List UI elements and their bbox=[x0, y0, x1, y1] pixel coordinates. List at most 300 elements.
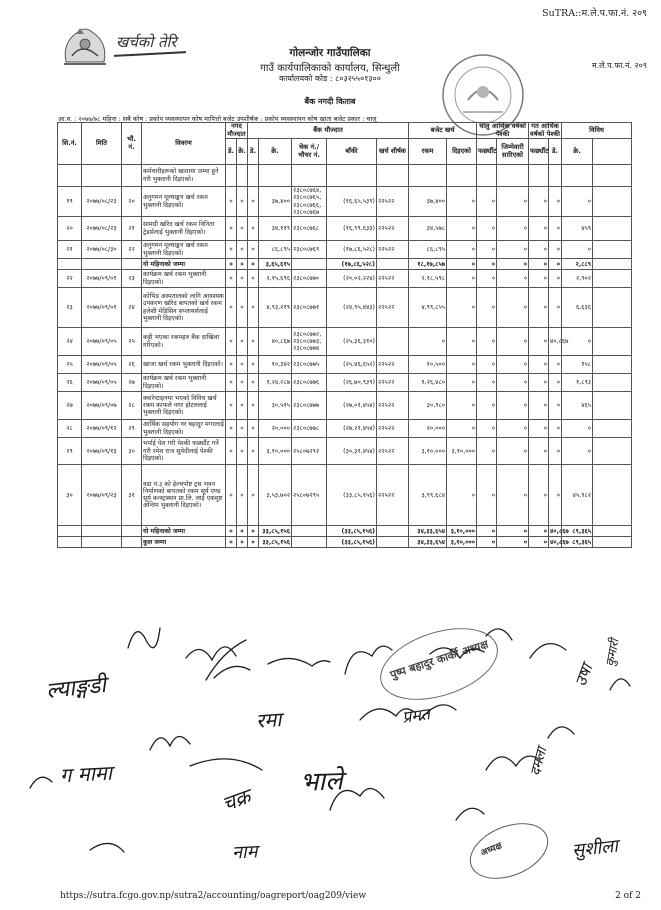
col-current-advance: चालु आर्थिक वर्षको पेश्की bbox=[477, 123, 529, 139]
cell-v: २१ bbox=[122, 217, 142, 241]
cell-mcr: ० bbox=[562, 241, 593, 259]
cell-bal: (१६,६५,५३९) bbox=[327, 187, 377, 217]
cell-amt: २,१८,५९८ bbox=[409, 270, 447, 288]
col-prev-advance: गत आर्थिक वर्षको पेश्की bbox=[530, 122, 561, 138]
cell-mdr: ० bbox=[549, 217, 562, 241]
cell-pset: ० bbox=[529, 328, 549, 356]
cell-cdr: ० bbox=[226, 259, 237, 270]
cell-resp: ० bbox=[497, 465, 529, 526]
office-name: गोलन्जोर गाउँपालिका bbox=[289, 47, 371, 59]
cell-giv: ० bbox=[447, 288, 477, 328]
cell-bdr: ० bbox=[248, 392, 259, 420]
cell-bal: (३३,८५,१५६) bbox=[327, 537, 377, 548]
table-total-row bbox=[58, 526, 632, 537]
cell-head: २२५२२ bbox=[377, 187, 409, 217]
cell-mdr: ० bbox=[549, 465, 562, 526]
cell-set: ० bbox=[477, 270, 497, 288]
cell-mcr: १५८ bbox=[562, 356, 593, 374]
signature-6: चक्र bbox=[218, 783, 254, 817]
table-row bbox=[58, 217, 632, 241]
cell-ccr: ० bbox=[237, 217, 248, 241]
signature-3: ग मामा bbox=[59, 760, 113, 788]
cell-head: २२५२२ bbox=[377, 465, 409, 526]
cell-giv: ० bbox=[447, 392, 477, 420]
sub-bank-dr: डे. bbox=[248, 139, 259, 165]
cell-sn bbox=[58, 165, 82, 187]
cell-pset: ० bbox=[529, 187, 549, 217]
cell-v: २८ bbox=[122, 392, 142, 420]
cell-date: २०७७/०९/०५ bbox=[82, 328, 122, 356]
cell-set: ० bbox=[477, 392, 497, 420]
cell-pset: ० bbox=[529, 526, 549, 537]
signature-5: उषा bbox=[570, 661, 597, 689]
cell-cdr: ० bbox=[226, 465, 237, 526]
cell-mcr: ४५,९८२ bbox=[562, 465, 593, 526]
table-row bbox=[58, 187, 632, 217]
cell-desc: कार्यक्रम खर्च रकम भुक्तानी दिइएको। bbox=[142, 270, 226, 288]
cell-mdr: ४०,८६७ bbox=[549, 537, 562, 548]
cell-amt: १८,१७,८५७ bbox=[409, 259, 447, 270]
cell-date bbox=[82, 165, 122, 187]
cell-head: २२५२२ bbox=[377, 288, 409, 328]
cell-cdr: ० bbox=[226, 374, 237, 392]
bottom-stamp-text: अध्यक्ष bbox=[479, 841, 504, 859]
nepal-emblem-icon bbox=[58, 22, 112, 70]
cell-ccr: ० bbox=[237, 537, 248, 548]
cell-desc: वडा नं.३ को हेल्थपोष्ट ट्रस भवन निर्माणको बापतको रकम सूर्य एण्ड सूर्य कन्स्ट्रक्सन प्रा.लि. लाई एकमुष्ट अन्तिम भुक्तानी दिइएको। bbox=[142, 465, 226, 526]
footer-page-number: 2 of 2 bbox=[615, 891, 641, 901]
cell-date: २०७७/०९/०५ bbox=[82, 356, 122, 374]
cell-sn: २९ bbox=[58, 438, 82, 465]
cell-bdr: ० bbox=[248, 288, 259, 328]
cell-desc: कोभिड अस्पतालको लागि आवश्यक उपकरण खरिद बापतको खर्च रकम हलेशी मेडिसिन सप्लायर्सलाई भुक्तानी दिइएको। bbox=[142, 288, 226, 328]
cell-bcr: ३७,४०० bbox=[259, 187, 292, 217]
cell-amt: १,२६,४८० bbox=[409, 374, 447, 392]
office-code: कार्यालयको कोड : ८०३२५५०१३०० bbox=[279, 74, 381, 83]
cell-bal: (१६,९९,६३३) bbox=[327, 217, 377, 241]
cell-amt: ३७,४०० bbox=[409, 187, 447, 217]
cell-sn: २१ bbox=[58, 241, 82, 259]
cell-bcr: ८६,८९५ bbox=[259, 241, 292, 259]
cell-amt: ४,९९,८५५ bbox=[409, 288, 447, 328]
cell-set: ० bbox=[477, 259, 497, 270]
cell-mdr: ० bbox=[549, 420, 562, 438]
cell-mcr: १,८९३ bbox=[562, 374, 593, 392]
cell-mdr: ४०,८६७ bbox=[549, 526, 562, 537]
cell-mcr: ८९,३६५ bbox=[562, 526, 593, 537]
cell-v bbox=[122, 537, 142, 548]
cell-mcr: ४५९ bbox=[562, 217, 593, 241]
cell-desc: कट्टी भएका रकमहरु बैंक दाखिला गरिएको। bbox=[142, 328, 226, 356]
cell-chq bbox=[292, 259, 327, 270]
cell-bcr: ४,९३,२१९ bbox=[259, 288, 292, 328]
cell-ccr: ० bbox=[237, 187, 248, 217]
cell-mdr: ० bbox=[549, 374, 562, 392]
cell-pset: ० bbox=[529, 420, 549, 438]
cell-mdr: ० bbox=[549, 356, 562, 374]
handwritten-title: खर्चको तेरि bbox=[116, 33, 177, 51]
cell-head: २२५२२ bbox=[377, 217, 409, 241]
cell-pset: ० bbox=[529, 288, 549, 328]
cell-pset: ० bbox=[529, 356, 549, 374]
cell-rem bbox=[593, 438, 632, 465]
cell-pset: ० bbox=[529, 465, 549, 526]
cell-bal: (१७,८६,५२८) bbox=[327, 259, 377, 270]
cell-cdr: ० bbox=[226, 187, 237, 217]
cell-rem bbox=[593, 356, 632, 374]
cell-desc: कर्मचारीहरूको खातामा जम्मा हुने गरी भुक्तानी दिइएको। bbox=[142, 165, 226, 187]
cell-bcr: ३,५३,७०२ bbox=[259, 465, 292, 526]
cell-pset: ० bbox=[529, 241, 549, 259]
cell-cdr: ० bbox=[226, 217, 237, 241]
signature-8: नाम bbox=[231, 841, 258, 864]
cell-date: २०७७/०९/०७ bbox=[82, 392, 122, 420]
cell-mcr: ६,६३६ bbox=[562, 288, 593, 328]
cell-pset: ० bbox=[529, 217, 549, 241]
cell-giv: ० bbox=[447, 241, 477, 259]
cell-desc: भर्पाई पेश गरी पेश्की फर्छ्यौट गर्ने गरी रमेश राज सुवेदीलाई पेश्की दिइएको। bbox=[142, 438, 226, 465]
report-subheading: आ.व. : २०७७/७८ महिना : सबै कोष : प्रकोप व्यवस्थापन कोष मापित्तो बजेट उपशीर्षक : प्रकोप व्यवस्थापन कोष खाता बजेट प्रकार : चालु bbox=[58, 115, 377, 123]
cell-amt: ३४,५७८ bbox=[409, 217, 447, 241]
signature-scribbles bbox=[0, 600, 661, 890]
cell-head: २२५२२ bbox=[377, 438, 409, 465]
cell-bcr: ३३,८५,१५६ bbox=[259, 537, 292, 548]
cell-giv: ० bbox=[447, 187, 477, 217]
cell-set: ० bbox=[477, 241, 497, 259]
cell-cdr: ० bbox=[226, 537, 237, 548]
cell-v: २६ bbox=[122, 356, 142, 374]
cell-amt: ८६,८९५ bbox=[409, 241, 447, 259]
cell-resp: ० bbox=[497, 356, 529, 374]
cell-sn: २७ bbox=[58, 392, 82, 420]
cell-resp: ० bbox=[497, 374, 529, 392]
cell-bdr: ० bbox=[248, 270, 259, 288]
cell-cdr bbox=[226, 165, 237, 187]
sub-amount: रकम bbox=[409, 139, 447, 165]
cell-rem bbox=[593, 526, 632, 537]
cell-bdr: ० bbox=[248, 241, 259, 259]
cell-resp: ० bbox=[497, 217, 529, 241]
cell-mcr: ० bbox=[562, 438, 593, 465]
cell-mdr: ० bbox=[549, 270, 562, 288]
cell-desc: कार्यक्रम खर्च रकम भुक्तानी दिइएको। bbox=[142, 374, 226, 392]
cell-chq: २३८०८७७१ bbox=[292, 288, 327, 328]
cell-resp: ० bbox=[497, 328, 529, 356]
form-number: म.ले.प.फा.नं. २०९ bbox=[591, 61, 647, 70]
cell-chq: २३८०८७७६ bbox=[292, 374, 327, 392]
table-row bbox=[58, 374, 632, 392]
cell-desc: अनुगमन मूल्याङ्कन खर्च रकम भुक्तानी दिइएको। bbox=[142, 241, 226, 259]
cell-amt: १०,५०० bbox=[409, 356, 447, 374]
cell-pset: ० bbox=[529, 270, 549, 288]
sub-bank-cr: क्रे. bbox=[259, 139, 292, 165]
cell-mdr bbox=[549, 165, 562, 187]
cell-mcr: ० bbox=[562, 328, 593, 356]
cell-set: ० bbox=[477, 465, 497, 526]
cell-date: २०७७/०९/२३ bbox=[82, 465, 122, 526]
cell-chq bbox=[292, 537, 327, 548]
cell-chq: २३८०८७६४, २३८०८७६५, २३८०८७६६, २३८०८७६७ bbox=[292, 187, 327, 217]
cell-ccr bbox=[237, 165, 248, 187]
cell-resp: ० bbox=[497, 438, 529, 465]
cell-bdr: ० bbox=[248, 537, 259, 548]
cell-set bbox=[477, 165, 497, 187]
cell-amt: ३०,९८० bbox=[409, 392, 447, 420]
cell-set: ० bbox=[477, 356, 497, 374]
cell-sn: २० bbox=[58, 217, 82, 241]
cell-giv: ३,१०,००० bbox=[447, 438, 477, 465]
table-row bbox=[58, 420, 632, 438]
cell-bdr: ० bbox=[248, 217, 259, 241]
cell-bcr: १०,३४२ bbox=[259, 356, 292, 374]
sub-settled: फर्छ्यौट bbox=[477, 139, 497, 165]
cell-rem bbox=[593, 187, 632, 217]
sub-balance: बाँकी bbox=[327, 139, 377, 165]
cell-cdr: ० bbox=[226, 356, 237, 374]
cell-bal: (३०,३१,४५४) bbox=[327, 438, 377, 465]
cell-giv: ३,१०,००० bbox=[447, 537, 477, 548]
cell-resp bbox=[497, 165, 529, 187]
cell-sn: २४ bbox=[58, 328, 82, 356]
cell-desc: सामग्री खरिद खर्च रकम विनिता ट्रेडर्सलाई भुक्तानी दिइएको। bbox=[142, 217, 226, 241]
cell-bcr bbox=[259, 165, 292, 187]
cell-bdr: ० bbox=[248, 420, 259, 438]
cell-head: २२५२२ bbox=[377, 270, 409, 288]
sub-prev-settled: फर्छ्यौट bbox=[529, 139, 549, 165]
cell-mdr: ० bbox=[549, 288, 562, 328]
cell-v: २९ bbox=[122, 420, 142, 438]
cell-giv: ० bbox=[447, 374, 477, 392]
cell-pset: ० bbox=[529, 392, 549, 420]
cell-bcr: २,१५,६९६ bbox=[259, 270, 292, 288]
cell-bdr: ० bbox=[248, 187, 259, 217]
table-total-row bbox=[58, 537, 632, 548]
cell-ccr: ० bbox=[237, 288, 248, 328]
office-subtitle: गाउँ कार्यपालिकाको कार्यालय, सिन्धुली bbox=[260, 63, 400, 74]
cell-mdr: ० bbox=[549, 438, 562, 465]
cell-chq: २३८०८७७७ bbox=[292, 392, 327, 420]
cell-giv: ० bbox=[447, 270, 477, 288]
cell-mdr: ० bbox=[549, 392, 562, 420]
table-body bbox=[58, 165, 632, 548]
cell-sn: ३० bbox=[58, 465, 82, 526]
cell-bal: (२७,२१,४५४) bbox=[327, 420, 377, 438]
table-row bbox=[58, 328, 632, 356]
cell-bdr: ० bbox=[248, 526, 259, 537]
cell-head: २२५२२ bbox=[377, 392, 409, 420]
cell-chq: २३८०८७६८ bbox=[292, 217, 327, 241]
cell-mcr bbox=[562, 165, 593, 187]
cell-chq: २३८०८७७८ bbox=[292, 420, 327, 438]
cell-rem bbox=[593, 374, 632, 392]
cell-set: ० bbox=[477, 420, 497, 438]
cell-mcr: ८९,३६५ bbox=[562, 537, 593, 548]
cell-bcr: ३,६५,६१५ bbox=[259, 259, 292, 270]
cell-amt bbox=[409, 165, 447, 187]
cell-date: २०७७/०९/१२ bbox=[82, 420, 122, 438]
cell-rem bbox=[593, 537, 632, 548]
cell-rem bbox=[593, 217, 632, 241]
col-misc: विविध bbox=[562, 123, 632, 139]
cell-v: ३१ bbox=[122, 465, 142, 526]
cell-ccr: ० bbox=[237, 374, 248, 392]
table-row bbox=[58, 288, 632, 328]
cell-bcr: ३,१०,००० bbox=[259, 438, 292, 465]
cell-ccr: ० bbox=[237, 465, 248, 526]
cell-date: २०७७/०९/१३ bbox=[82, 438, 122, 465]
signature-4: भाले bbox=[299, 766, 344, 798]
cell-date: २०७७/०८/२३ bbox=[82, 187, 122, 217]
cell-desc: आर्थिक सहयोग नर बहादुर मगरलाई भुक्तानी दिइएको। bbox=[143, 421, 224, 436]
cell-amt: २०,००० bbox=[409, 420, 447, 438]
cell-cdr: ० bbox=[226, 526, 237, 537]
signature-11: दमला bbox=[527, 745, 551, 778]
cell-desc: क्वारेन्टाइनमा भएको विविध खर्च रकम काफले नगर होटललाई भुक्तानी दिइएको। bbox=[142, 392, 226, 420]
cell-resp: ० bbox=[497, 392, 529, 420]
cell-mdr: ० bbox=[549, 241, 562, 259]
cell-giv: ० bbox=[447, 356, 477, 374]
cell-cdr: ० bbox=[226, 420, 237, 438]
col-date: मिति bbox=[82, 123, 122, 165]
cell-sn: २३ bbox=[58, 288, 82, 328]
cell-date bbox=[82, 526, 122, 537]
cell-giv bbox=[447, 165, 477, 187]
cell-pset: ० bbox=[529, 438, 549, 465]
cell-set: ० bbox=[477, 526, 497, 537]
table-row bbox=[58, 270, 632, 288]
sub-exp-head: खर्च शीर्षक bbox=[377, 139, 409, 165]
cell-resp: ० bbox=[497, 526, 529, 537]
cell-head bbox=[377, 537, 409, 548]
cell-head: २२५२२ bbox=[377, 420, 409, 438]
cell-mdr: ० bbox=[549, 259, 562, 270]
table-row bbox=[58, 438, 632, 465]
cell-bcr: १,२४,२८७ bbox=[259, 374, 292, 392]
chairman-stamp-text: पुष्प बहादुर कार्की अध्यक्ष bbox=[388, 637, 490, 682]
cell-chq: २३८०८७७२, २३८०८७७३, २३८०८७७४ bbox=[292, 328, 327, 356]
cell-amt: ३,१०,००० bbox=[409, 438, 447, 465]
table-row bbox=[58, 241, 632, 259]
cell-mcr: २,९०२ bbox=[562, 270, 593, 288]
sub-misc-cr: क्रे. bbox=[562, 139, 593, 165]
cell-mcr: ४६५ bbox=[562, 392, 593, 420]
cell-resp: ० bbox=[497, 270, 529, 288]
sub-cash-dr: डे. bbox=[226, 139, 237, 165]
cell-bal: (२५,४६,६५२) bbox=[327, 356, 377, 374]
cell-resp: ० bbox=[497, 288, 529, 328]
cell-resp: ० bbox=[497, 241, 529, 259]
cell-giv: ० bbox=[447, 420, 477, 438]
cell-date: २०७७/०९/०१ bbox=[82, 270, 122, 288]
cell-rem bbox=[593, 288, 632, 328]
cell-chq: २५८०७२९२ bbox=[292, 438, 327, 465]
cell-cdr: ० bbox=[226, 392, 237, 420]
cell-cdr: ० bbox=[226, 288, 237, 328]
table-row bbox=[58, 392, 632, 420]
cell-cdr: ० bbox=[226, 241, 237, 259]
cell-date: २०७७/०९/०१ bbox=[82, 288, 122, 328]
cell-bal: (२६,७०,९३९) bbox=[327, 374, 377, 392]
col-voucher: भौ. नं. bbox=[122, 123, 142, 165]
cell-head: २२५२२ bbox=[377, 374, 409, 392]
cell-amt: ३४,३३,६५४ bbox=[409, 537, 447, 548]
cell-giv: ० bbox=[447, 259, 477, 270]
cell-ccr: ० bbox=[237, 392, 248, 420]
cell-v: ३० bbox=[122, 438, 142, 465]
cell-v: २२ bbox=[122, 241, 142, 259]
cell-bdr: ० bbox=[248, 259, 259, 270]
cell-bal: (२४,९५,४४३) bbox=[327, 288, 377, 328]
cell-cdr: ० bbox=[226, 438, 237, 465]
signature-7: कुमारी bbox=[602, 637, 622, 668]
cell-bdr: ० bbox=[248, 356, 259, 374]
col-sn: सि.नं. bbox=[58, 123, 82, 165]
cell-bal: (१७,८६,५२८) bbox=[327, 241, 377, 259]
cell-ccr: ० bbox=[237, 420, 248, 438]
cell-desc: अनुगमन मूल्याङ्कन खर्च रकम भुक्तानी दिइएको। bbox=[142, 187, 226, 217]
cell-head: २२५२२ bbox=[377, 241, 409, 259]
cell-ccr: ० bbox=[237, 438, 248, 465]
sub-given: दिइएको bbox=[447, 139, 477, 165]
cell-bdr: ० bbox=[248, 328, 259, 356]
sub-cheque: चेक नं./भौचर नं. bbox=[292, 139, 327, 165]
cell-head bbox=[377, 165, 409, 187]
cell-bcr: २०,००० bbox=[259, 420, 292, 438]
cell-bdr bbox=[248, 165, 259, 187]
cell-rem bbox=[593, 465, 632, 526]
cell-bdr: ० bbox=[248, 465, 259, 526]
cell-desc: कुल जम्मा bbox=[142, 537, 226, 548]
cell-set: ० bbox=[477, 328, 497, 356]
cell-v bbox=[122, 165, 142, 187]
cell-v: २४ bbox=[122, 288, 142, 328]
cell-cdr: ० bbox=[226, 270, 237, 288]
cell-date: २०७७/०८/२३ bbox=[82, 217, 122, 241]
cell-v: २० bbox=[122, 187, 142, 217]
table-row bbox=[58, 356, 632, 374]
sub-misc-dr: डे. bbox=[549, 139, 562, 165]
cell-v: २५ bbox=[122, 328, 142, 356]
cell-bdr: ० bbox=[248, 374, 259, 392]
footer-url[interactable]: https://sutra.fcgo.gov.np/sutra2/accounting/oagreport/oag209/view bbox=[60, 891, 367, 901]
signature-10: सुशीला bbox=[571, 835, 619, 862]
cell-v: २३ bbox=[122, 270, 142, 288]
bank-cash-book-table bbox=[57, 122, 632, 548]
col-cash: नगद मौज्दात bbox=[227, 122, 246, 138]
cell-chq: २३८०८७७५ bbox=[292, 356, 327, 374]
signature-1: ल्याङ्गडी bbox=[45, 672, 108, 705]
cell-set: ० bbox=[477, 537, 497, 548]
cell-sn: २८ bbox=[58, 420, 82, 438]
cell-mdr: ० bbox=[549, 187, 562, 217]
cell-bcr: ३०,५१५ bbox=[259, 392, 292, 420]
cell-resp: ० bbox=[497, 259, 529, 270]
cell-mcr: २,८८९ bbox=[562, 259, 593, 270]
cell-chq bbox=[292, 165, 327, 187]
table-total-row bbox=[58, 259, 632, 270]
cell-date: २०७७/०९/०५ bbox=[82, 374, 122, 392]
col-description: विवरण bbox=[142, 123, 226, 165]
cell-amt: ० bbox=[409, 328, 447, 356]
table-row bbox=[58, 165, 632, 187]
cell-head bbox=[377, 328, 409, 356]
cell-rem bbox=[593, 165, 632, 187]
cell-pset: ० bbox=[529, 374, 549, 392]
cell-bdr: ० bbox=[248, 438, 259, 465]
signature-9: प्रमत bbox=[400, 704, 432, 727]
cell-rem bbox=[593, 420, 632, 438]
cell-sn bbox=[58, 537, 82, 548]
